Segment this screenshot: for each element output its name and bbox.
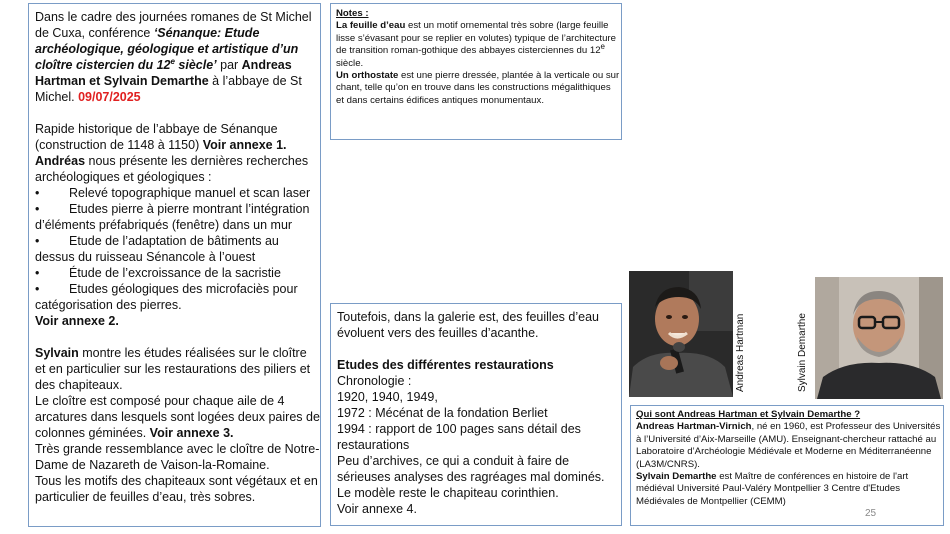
notes-title: Notes :	[336, 8, 369, 19]
sylvain-photo	[815, 277, 943, 399]
list-item: • Etudes pierre à pierre montrant l’intégration d’éléments préfabriqués (fenêtre) dans un mur	[35, 202, 310, 232]
sylvain-bio: Sylvain Demarthe est Maître de conférences en histoire de l'art médiéval Université Paul-Valéry Montpellier 3 Centre d'Etudes Médiévales de Montpellier (CEMM)	[636, 471, 909, 507]
list-item: • Étude de l’excroissance de la sacristie	[35, 266, 281, 280]
andreas-photo	[629, 271, 733, 397]
andreas-caption: Andreas Hartman	[735, 313, 746, 392]
chronology-line: 1920, 1940, 1949,	[337, 390, 438, 404]
andreas-paragraph: Andréas nous présente les dernières recherches archéologiques et géologiques :	[35, 154, 309, 184]
note-orthostate: Un orthostate est une pierre dressée, plantée à la verticale ou sur chant, telle qu’on en trouve dans les constructions mégalithiques et dans certains édifices antiques monumentaux.	[336, 70, 620, 106]
annex-2-ref: Voir annexe 2.	[35, 314, 119, 328]
annex-3-ref: Voir annexe 3.	[149, 426, 234, 440]
list-item: • Etudes géologiques des microfaciès pour catégorisation des pierres.	[35, 282, 298, 312]
chronology-line: 1994 : rapport de 100 pages sans détail des restaurations	[337, 422, 581, 452]
sylvain-paragraph: Sylvain montre les études réalisées sur le cloître et en particulier sur les restaurations des piliers et des chapiteaux.	[35, 346, 311, 392]
note-feuille-deau: La feuille d’eau est un motif ornemental très sobre (large feuille lisse s’évasant pour se replier en volutes) typique de l’architecture de transition roman-gothique des abbayes cisterciennes du 12e siècle.	[336, 20, 616, 69]
list-item: • Relevé topographique manuel et scan laser	[35, 186, 311, 200]
chronology-line: Chronologie :	[337, 374, 412, 388]
history-paragraph: Rapide historique de l’abbaye de Sénanque (construction de 1148 à 1150) Voir annexe 1.	[35, 122, 287, 152]
annex-4-ref: Voir annexe 4.	[337, 502, 417, 516]
resemblance-paragraph: Très grande ressemblance avec le cloître de Notre-Dame de Nazareth de Vaison-la-Romaine.	[35, 442, 320, 472]
andreas-bio: Andreas Hartman-Virnich, né en 1960, est Professeur des Universités à l’Université d’Aix-Marseille (AMU). Enseignant-chercheur rattaché au Laboratoire d’Archéologie Médiévale et Moderne en Méditerranéenne (LA3M/CNRS).	[636, 421, 941, 470]
cloister-paragraph: Le cloître est composé pour chaque aile de 4 arcatures dans lesquels sont logées deux paires de colonnes géminées. Voir annexe 3.	[35, 394, 320, 440]
list-item: • Etude de l’adaptation de bâtiments au dessus du ruisseau Sénancole à l’ouest	[35, 234, 279, 264]
research-list	[35, 185, 320, 313]
acanthe-paragraph: Toutefois, dans la galerie est, des feuilles d’eau évoluent vers des feuilles d’acanthe.	[337, 310, 599, 340]
restorations-heading: Etudes des différentes restaurations	[337, 358, 554, 372]
biographies-box	[630, 405, 944, 526]
andreas-portrait-icon	[629, 271, 733, 397]
model-line: Le modèle reste le chapiteau corinthien.	[337, 486, 559, 500]
sylvain-caption: Sylvain Demarthe	[797, 313, 808, 392]
archives-line: Peu d’archives, ce qui a conduit à faire de sérieuses analyses des ragréages mal dominés.	[337, 454, 605, 484]
page-number: 25	[865, 508, 877, 519]
chronology-line: 1972 : Mécénat de la fondation Berliet	[337, 406, 548, 420]
speakers-names: Andreas Hartman et Sylvain Demarthe	[35, 58, 292, 88]
notes-box	[330, 3, 622, 140]
biographies-title: Qui sont Andreas Hartman et Sylvain Demarthe ?	[636, 409, 861, 420]
conference-date: 09/07/2025	[78, 90, 141, 104]
motifs-paragraph: Tous les motifs des chapiteaux sont végétaux et en particulier de feuilles d’eau, très sobres.	[35, 474, 318, 504]
restorations-box	[330, 303, 622, 526]
annex-1-ref: Voir annexe 1.	[202, 138, 287, 152]
main-text-box	[28, 3, 321, 527]
sylvain-portrait-icon	[815, 277, 943, 399]
intro-paragraph: Dans le cadre des journées romanes de St Michel de Cuxa, conférence ‘Sénanque: Etude archéologique, géologique et artistique d’un cloître cistercien du 12e siècle’ par Andreas Hartman et Sylvain Demarthe à l’abbaye de St Michel. 09/07/2025	[35, 10, 312, 104]
